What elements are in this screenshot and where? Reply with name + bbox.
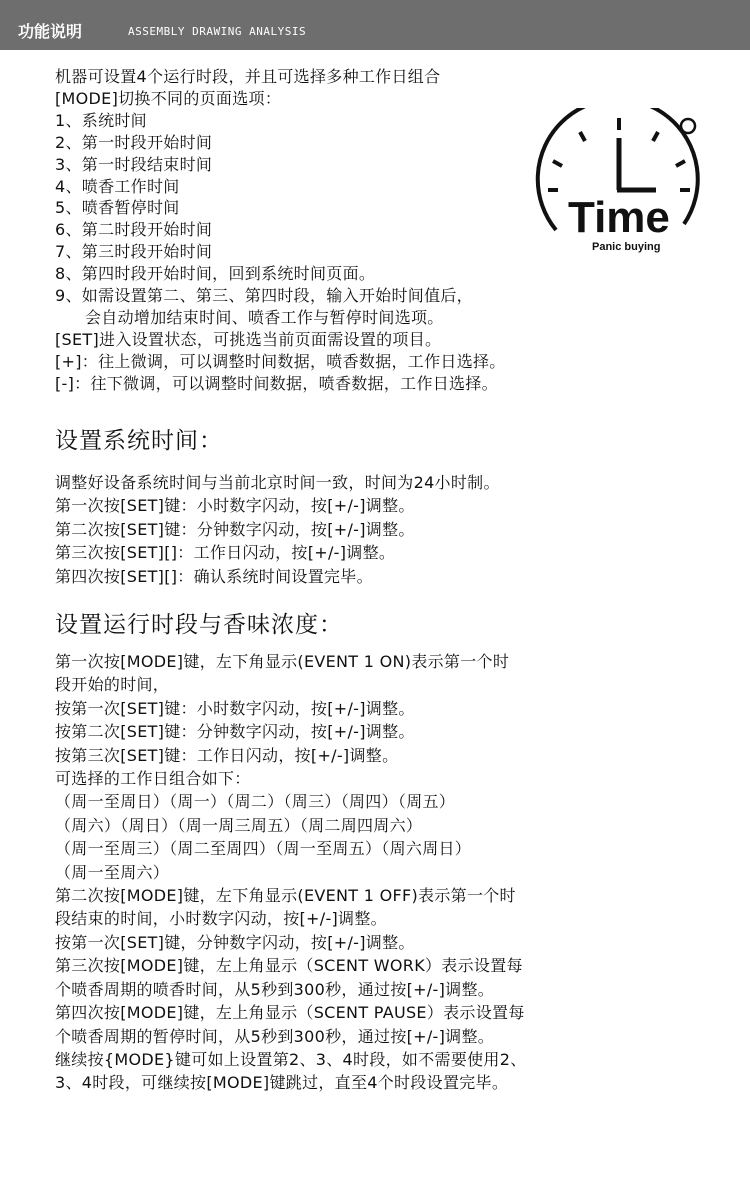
paragraph-line: （周六）（周日）（周一周三周五）（周二周四周六） — [55, 815, 423, 835]
paragraph-line: （周一至周日）（周一）（周二）（周三）（周四）（周五） — [55, 792, 456, 812]
intro-line: 4、喷香工作时间 — [55, 176, 180, 196]
paragraph-line: 第四次按[SET][]：确认系统时间设置完毕。 — [55, 566, 373, 586]
logo-tagline: Panic buying — [592, 241, 661, 253]
paragraph-line: （周一至周六） — [55, 862, 170, 882]
header-bar — [0, 0, 750, 50]
paragraph-line: 调整好设备系统时间与当前北京时间一致，时间为24小时制。 — [55, 473, 500, 492]
paragraph-line: 个喷香周期的喷香时间，从5秒到300秒，通过按[+/-]调整。 — [55, 979, 495, 999]
intro-line: 机器可设置4个运行时段，并且可选择多种工作日组合 — [55, 67, 441, 86]
paragraph-line: （周一至周三）（周二至周四）（周一至周五）（周六周日） — [55, 839, 472, 859]
clock-icon — [534, 108, 704, 258]
paragraph-line: 按第二次[SET]键：分钟数字闪动，按[+/-]调整。 — [55, 722, 415, 742]
paragraph-line: 继续按{MODE}键可如上设置第2、3、4时段，如不需要使用2、 — [55, 1049, 527, 1069]
paragraph-line: 第二次按[MODE]键，左下角显示(EVENT 1 OFF)表示第一个时 — [55, 886, 516, 906]
paragraph-line: 个喷香周期的暂停时间，从5秒到300秒，通过按[+/-]调整。 — [55, 1026, 495, 1046]
paragraph-line: 第二次按[SET]键：分钟数字闪动，按[+/-]调整。 — [55, 519, 415, 539]
intro-line: 7、第三时段开始时间 — [55, 242, 213, 262]
paragraph-line: 第一次按[MODE]键，左下角显示(EVENT 1 ON)表示第一个时 — [55, 652, 510, 671]
paragraph-line: 第一次按[SET]键：小时数字闪动，按[+/-]调整。 — [55, 496, 415, 516]
paragraph-line: 第三次按[SET][]：工作日闪动，按[+/-]调整。 — [55, 543, 396, 563]
intro-line: [MODE]切换不同的页面选项： — [55, 88, 282, 108]
intro-line: 8、第四时段开始时间，回到系统时间页面。 — [55, 264, 376, 284]
paragraph-line: 按第一次[SET]键，分钟数字闪动，按[+/-]调整。 — [55, 932, 415, 952]
paragraph-line: 段开始的时间， — [55, 675, 170, 695]
paragraph-line: 第三次按[MODE]键，左上角显示（SCENT WORK）表示设置每 — [55, 956, 523, 976]
intro-line: 9、如需设置第二、第三、第四时段，输入开始时间值后， — [55, 286, 473, 306]
section-system-time — [55, 471, 735, 588]
header-subtitle: ASSEMBLY DRAWING ANALYSIS — [128, 25, 307, 38]
paragraph-line: 可选择的工作日组合如下： — [55, 769, 251, 789]
header-title: 功能说明 — [18, 22, 83, 41]
intro-line: 1、系统时间 — [55, 110, 147, 130]
paragraph-line: 段结束的时间，小时数字闪动，按[+/-]调整。 — [55, 909, 387, 929]
paragraph-line: 按第三次[SET]键：工作日闪动，按[+/-]调整。 — [55, 745, 399, 765]
intro-line: [SET]进入设置状态，可挑选当前页面需设置的项目。 — [55, 329, 442, 349]
paragraph-line: 第四次按[MODE]键，左上角显示（SCENT PAUSE）表示设置每 — [55, 1003, 525, 1023]
intro-line: [+]：往上微调，可以调整时间数据，喷香数据，工作日选择。 — [55, 351, 506, 371]
intro-line: [-]：往下微调，可以调整时间数据，喷香数据，工作日选择。 — [55, 373, 498, 393]
section-title-system-time: 设置系统时间： — [55, 428, 223, 454]
section-run-period — [55, 650, 735, 1095]
logo-word: Time — [568, 193, 670, 242]
intro-line: 会自动增加结束时间、喷香工作与暂停时间选项。 — [85, 307, 444, 327]
intro-line: 5、喷香暂停时间 — [55, 198, 180, 218]
intro-line: 6、第二时段开始时间 — [55, 220, 213, 240]
paragraph-line: 3、4时段，可继续按[MODE]键跳过，直至4个时段设置完毕。 — [55, 1073, 509, 1093]
section-title-run-period: 设置运行时段与香味浓度： — [55, 612, 343, 638]
paragraph-line: 按第一次[SET]键：小时数字闪动，按[+/-]调整。 — [55, 698, 415, 718]
intro-line: 2、第一时段开始时间 — [55, 132, 213, 152]
intro-line: 3、第一时段结束时间 — [55, 154, 213, 174]
